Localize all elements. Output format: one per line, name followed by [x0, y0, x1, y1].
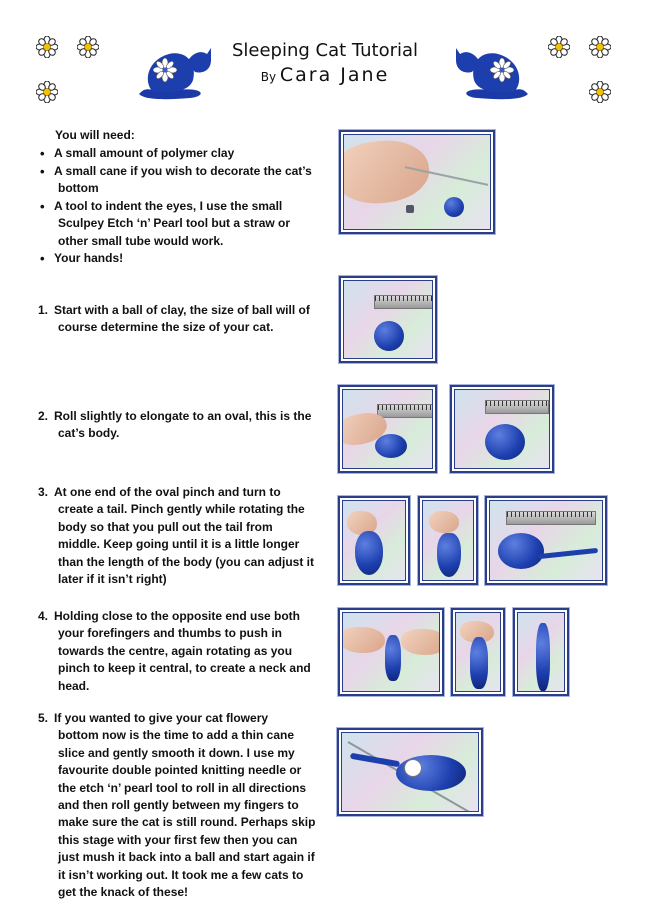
photo-step-2a [338, 385, 437, 473]
author-name: Cara Jane [279, 64, 390, 86]
needs-item-text: other small tube would work. [58, 233, 224, 248]
step-text: head. [58, 678, 90, 693]
daisy-icon [77, 36, 99, 58]
step-text: it isn’t working out. It took me a few cats to [58, 867, 304, 882]
step-text: Holding close to the opposite end use both [54, 609, 300, 623]
step-5 [38, 710, 323, 901]
needs-item-text: Your hands! [54, 251, 124, 265]
step-text: than the length of the body (you can adjust it [58, 554, 314, 569]
photo-step-5 [337, 728, 483, 816]
needs-item [40, 250, 334, 267]
step-text: Start with a ball of clay, the size of ball will of [54, 303, 310, 317]
step-text: make sure the cat is still round. Perhaps skip [58, 815, 316, 830]
step-text: If you wanted to give your cat flowery [54, 711, 269, 725]
step-text: bottom now is the time to add a thin cane [58, 728, 295, 743]
photo-step-3a [338, 496, 410, 585]
step-text: middle. Keep going until it is a little longer [58, 537, 300, 552]
photo-step-2b [450, 385, 554, 473]
daisy-icon [548, 36, 570, 58]
byline [195, 64, 455, 86]
sleeping-cat-logo [452, 42, 532, 102]
step-text: just mush it back into a ball and start again if [58, 850, 315, 865]
step-4 [38, 608, 323, 695]
step-1 [38, 302, 323, 337]
photo-step-3b [418, 496, 478, 585]
needs-item-text: Sculpey Etch ‘n’ Pearl tool but a straw or [58, 216, 291, 231]
step-number: 5. [38, 711, 49, 725]
needs-item-text: A small cane if you wish to decorate the cat’s [54, 164, 312, 178]
step-number: 1. [38, 303, 49, 317]
step-text: favourite double pointed knitting needle or [58, 763, 302, 778]
step-number: 4. [38, 609, 49, 623]
step-text: Roll slightly to elongate to an oval, this is the [54, 409, 312, 423]
needs-item-text: A small amount of polymer clay [54, 146, 235, 160]
step-number: 3. [38, 485, 49, 499]
step-text: get the knack of these! [58, 885, 189, 900]
needs-item [40, 145, 334, 162]
step-number: 2. [38, 409, 49, 423]
needs-item [40, 198, 334, 250]
step-text: At one end of the oval pinch and turn to [54, 485, 281, 499]
photo-step-4a [338, 608, 444, 696]
step-2 [38, 408, 323, 443]
step-text: create a tail. Pinch gently while rotating the [58, 502, 305, 517]
needs-item-text: A tool to indent the eyes, I use the small [54, 199, 283, 213]
step-text: slice and gently smooth it down. I use my [58, 745, 295, 760]
step-text: later if it isn’t right) [58, 572, 167, 587]
photo-step-3c [485, 496, 607, 585]
step-text: towards the centre, again rotating as you [58, 643, 293, 658]
photo-step-4b [451, 608, 505, 696]
step-text: the etch ‘n’ pearl tool to roll in all directions [58, 780, 307, 795]
needs-item-text: bottom [58, 181, 99, 196]
photo-step-4c [513, 608, 569, 696]
daisy-icon [36, 36, 58, 58]
by-label: By [260, 70, 277, 84]
photo-step-1 [339, 276, 437, 363]
step-text: body so that you pull out the tail from [58, 519, 273, 534]
photo-materials [339, 130, 495, 234]
page-title: Sleeping Cat Tutorial [231, 40, 419, 61]
needs-item [40, 163, 334, 198]
daisy-icon [589, 81, 611, 103]
daisy-icon [36, 81, 58, 103]
step-text: this stage with your first few then you can [58, 832, 298, 847]
needs-heading: You will need: [55, 128, 135, 142]
step-3 [38, 484, 323, 588]
daisy-icon [589, 36, 611, 58]
step-text: cat’s body. [58, 426, 120, 441]
step-text: pinch to keep it central, to create a neck and [58, 661, 311, 676]
step-text: and then roll gently between my fingers to [58, 798, 299, 813]
step-text: course determine the size of your cat. [58, 320, 274, 335]
step-text: your forefingers and thumbs to push in [58, 626, 283, 641]
